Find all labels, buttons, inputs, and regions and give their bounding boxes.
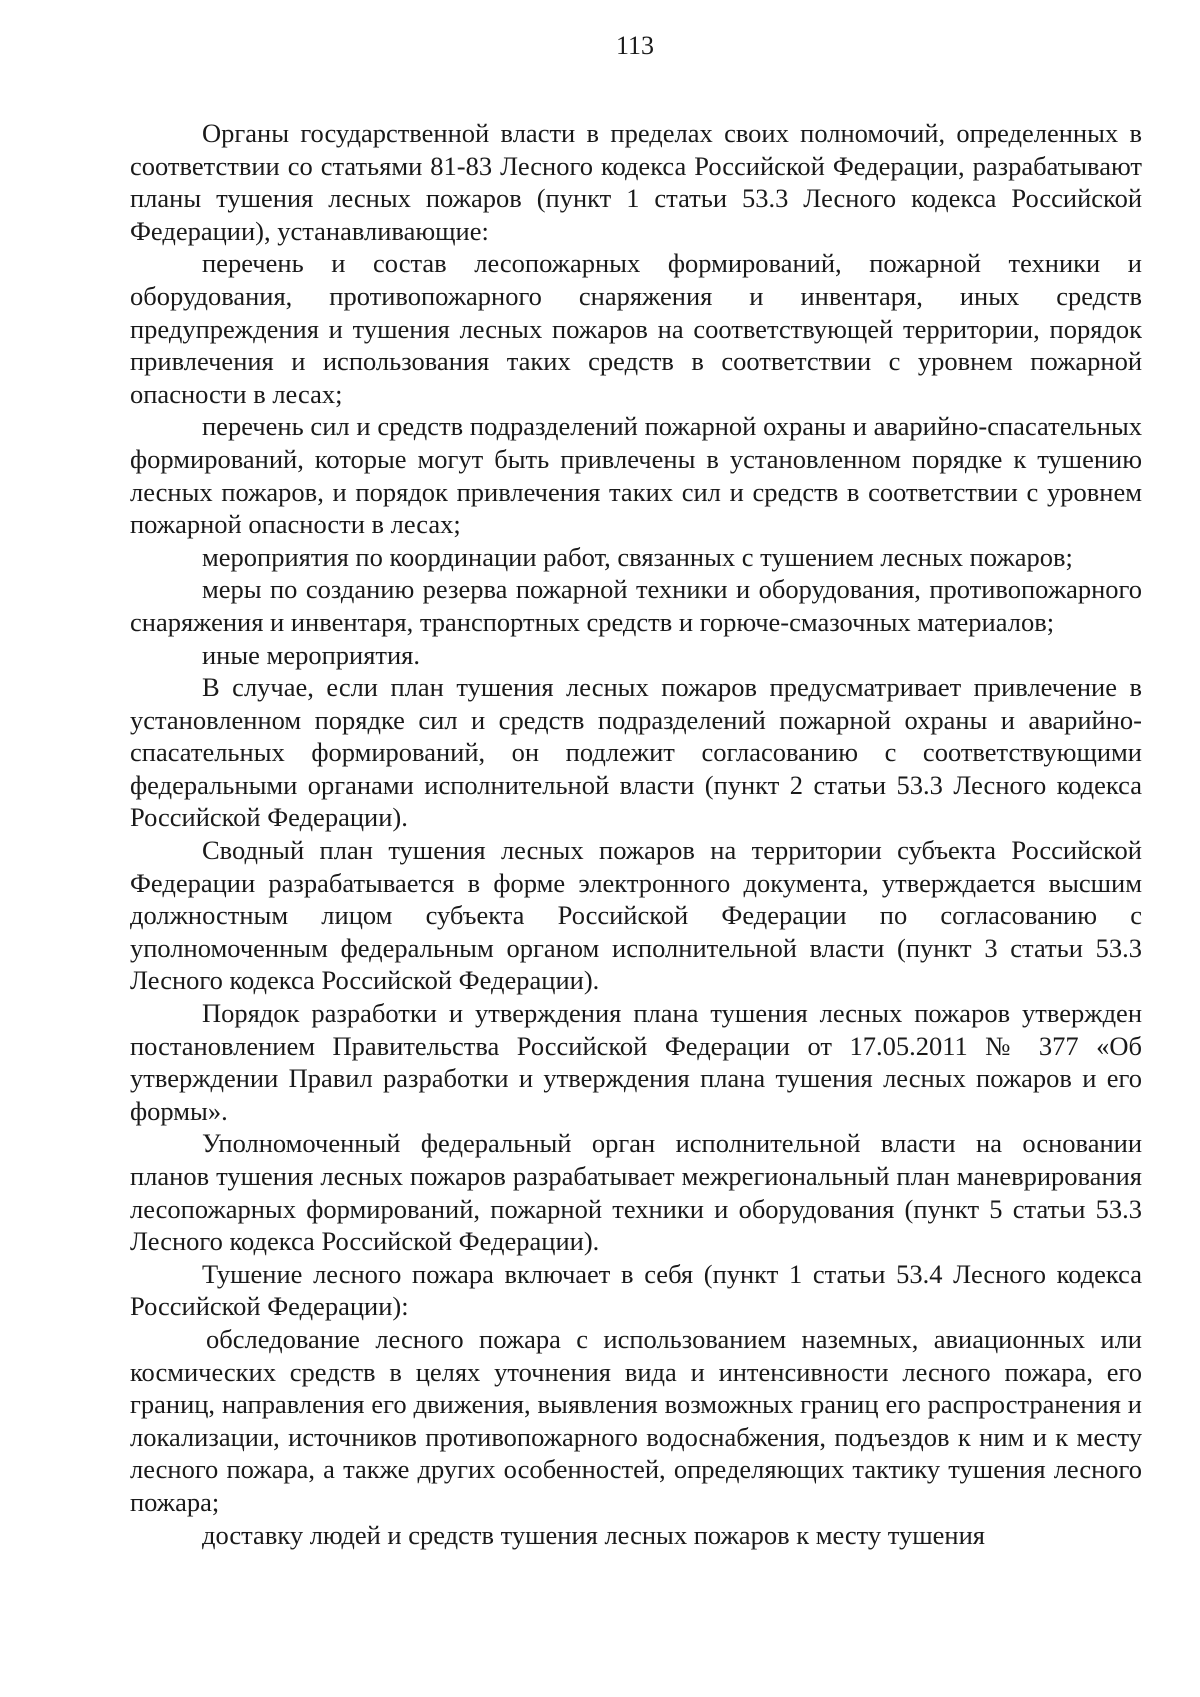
list-item-forces-composition: перечень и состав лесопожарных формирований, пожарной техники и оборудования, противопожарного снаряжения и инвентаря, иных средств предупреждения и тушения лесных пожаров на соответствующей территории, порядок привлечения и использования таких средств в соответствии с уровнем пожарной опасности в лесах; [130, 248, 1142, 409]
paragraph-procedure-resolution: Порядок разработки и утверждения плана тушения лесных пожаров утвержден постановлением Правительства Российской Федерации от 17.05.2011 № 377 «Об утверждении Правил разработки и утверждения плана тушения лесных пожаров и его формы». [130, 998, 1142, 1126]
paragraph-extinguishing-includes: Тушение лесного пожара включает в себя (пункт 1 статьи 53.4 Лесного кодекса Российской Федерации): [130, 1258, 1142, 1322]
list-item-coordination-measures: мероприятия по координации работ, связанных с тушением лесных пожаров; [202, 541, 1073, 572]
page-number: 113 [615, 31, 655, 60]
paragraph-approval-requirement: В случае, если план тушения лесных пожаров предусматривает привлечение в установленном порядке сил и средств подразделений пожарной охраны и аварийно-спасательных формирований, он подлежит согласованию с соответствующими федеральными органами исполнительной власти (пункт 2 статьи 53.3 Лесного кодекса Российской Федерации). [130, 672, 1142, 833]
list-item-other-measures: иные мероприятия. [202, 639, 420, 670]
paragraph-intro: Органы государственной власти в пределах своих полномочий, определенных в соответствии со статьями 81-83 Лесного кодекса Российской Федерации, разрабатывают планы тушения лесных пожаров (пункт 1 статьи 53.3 Лесного кодекса Российской Федерации), устанавливающие: [130, 118, 1142, 246]
list-item-fire-survey: обследование лесного пожара с использованием наземных, авиационных или космических средств в целях уточнения вида и интенсивности лесного пожара, его границ, направления его движения, выявления возможных границ его распространения и локализации, источников противопожарного водоснабжения, подъездов к ним и к месту лесного пожара, а также других особенностей, определяющих тактику тушения лесного пожара; [130, 1323, 1142, 1517]
list-item-reserve-measures: меры по созданию резерва пожарной техники и оборудования, противопожарного снаряжения и инвентаря, транспортных средств и горюче-смазочных материалов; [130, 574, 1142, 637]
paragraph-interregional-plan: Уполномоченный федеральный орган исполнительной власти на основании планов тушения лесных пожаров разрабатывает межрегиональный план маневрирования лесопожарных формирований, пожарной техники и оборудования (пункт 5 статьи 53.3 Лесного кодекса Российской Федерации). [130, 1128, 1142, 1257]
list-item-delivery-of-people: доставку людей и средств тушения лесных пожаров к месту тушения [202, 1519, 985, 1550]
list-item-fire-protection-units: перечень сил и средств подразделений пожарной охраны и аварийно-спасательных формирований, которые могут быть привлечены в установленном порядке к тушению лесных пожаров, и порядок привлечения таких сил и средств в соответствии с уровнем пожарной опасности в лесах; [130, 411, 1142, 540]
paragraph-consolidated-plan: Сводный план тушения лесных пожаров на территории субъекта Российской Федерации разрабатывается в форме электронного документа, утверждается высшим должностным лицом субъекта Российской Федерации по согласованию с уполномоченным федеральным органом исполнительной власти (пункт 3 статьи 53.3 Лесного кодекса Российской Федерации). [130, 835, 1142, 996]
document-body [130, 117, 1142, 1551]
